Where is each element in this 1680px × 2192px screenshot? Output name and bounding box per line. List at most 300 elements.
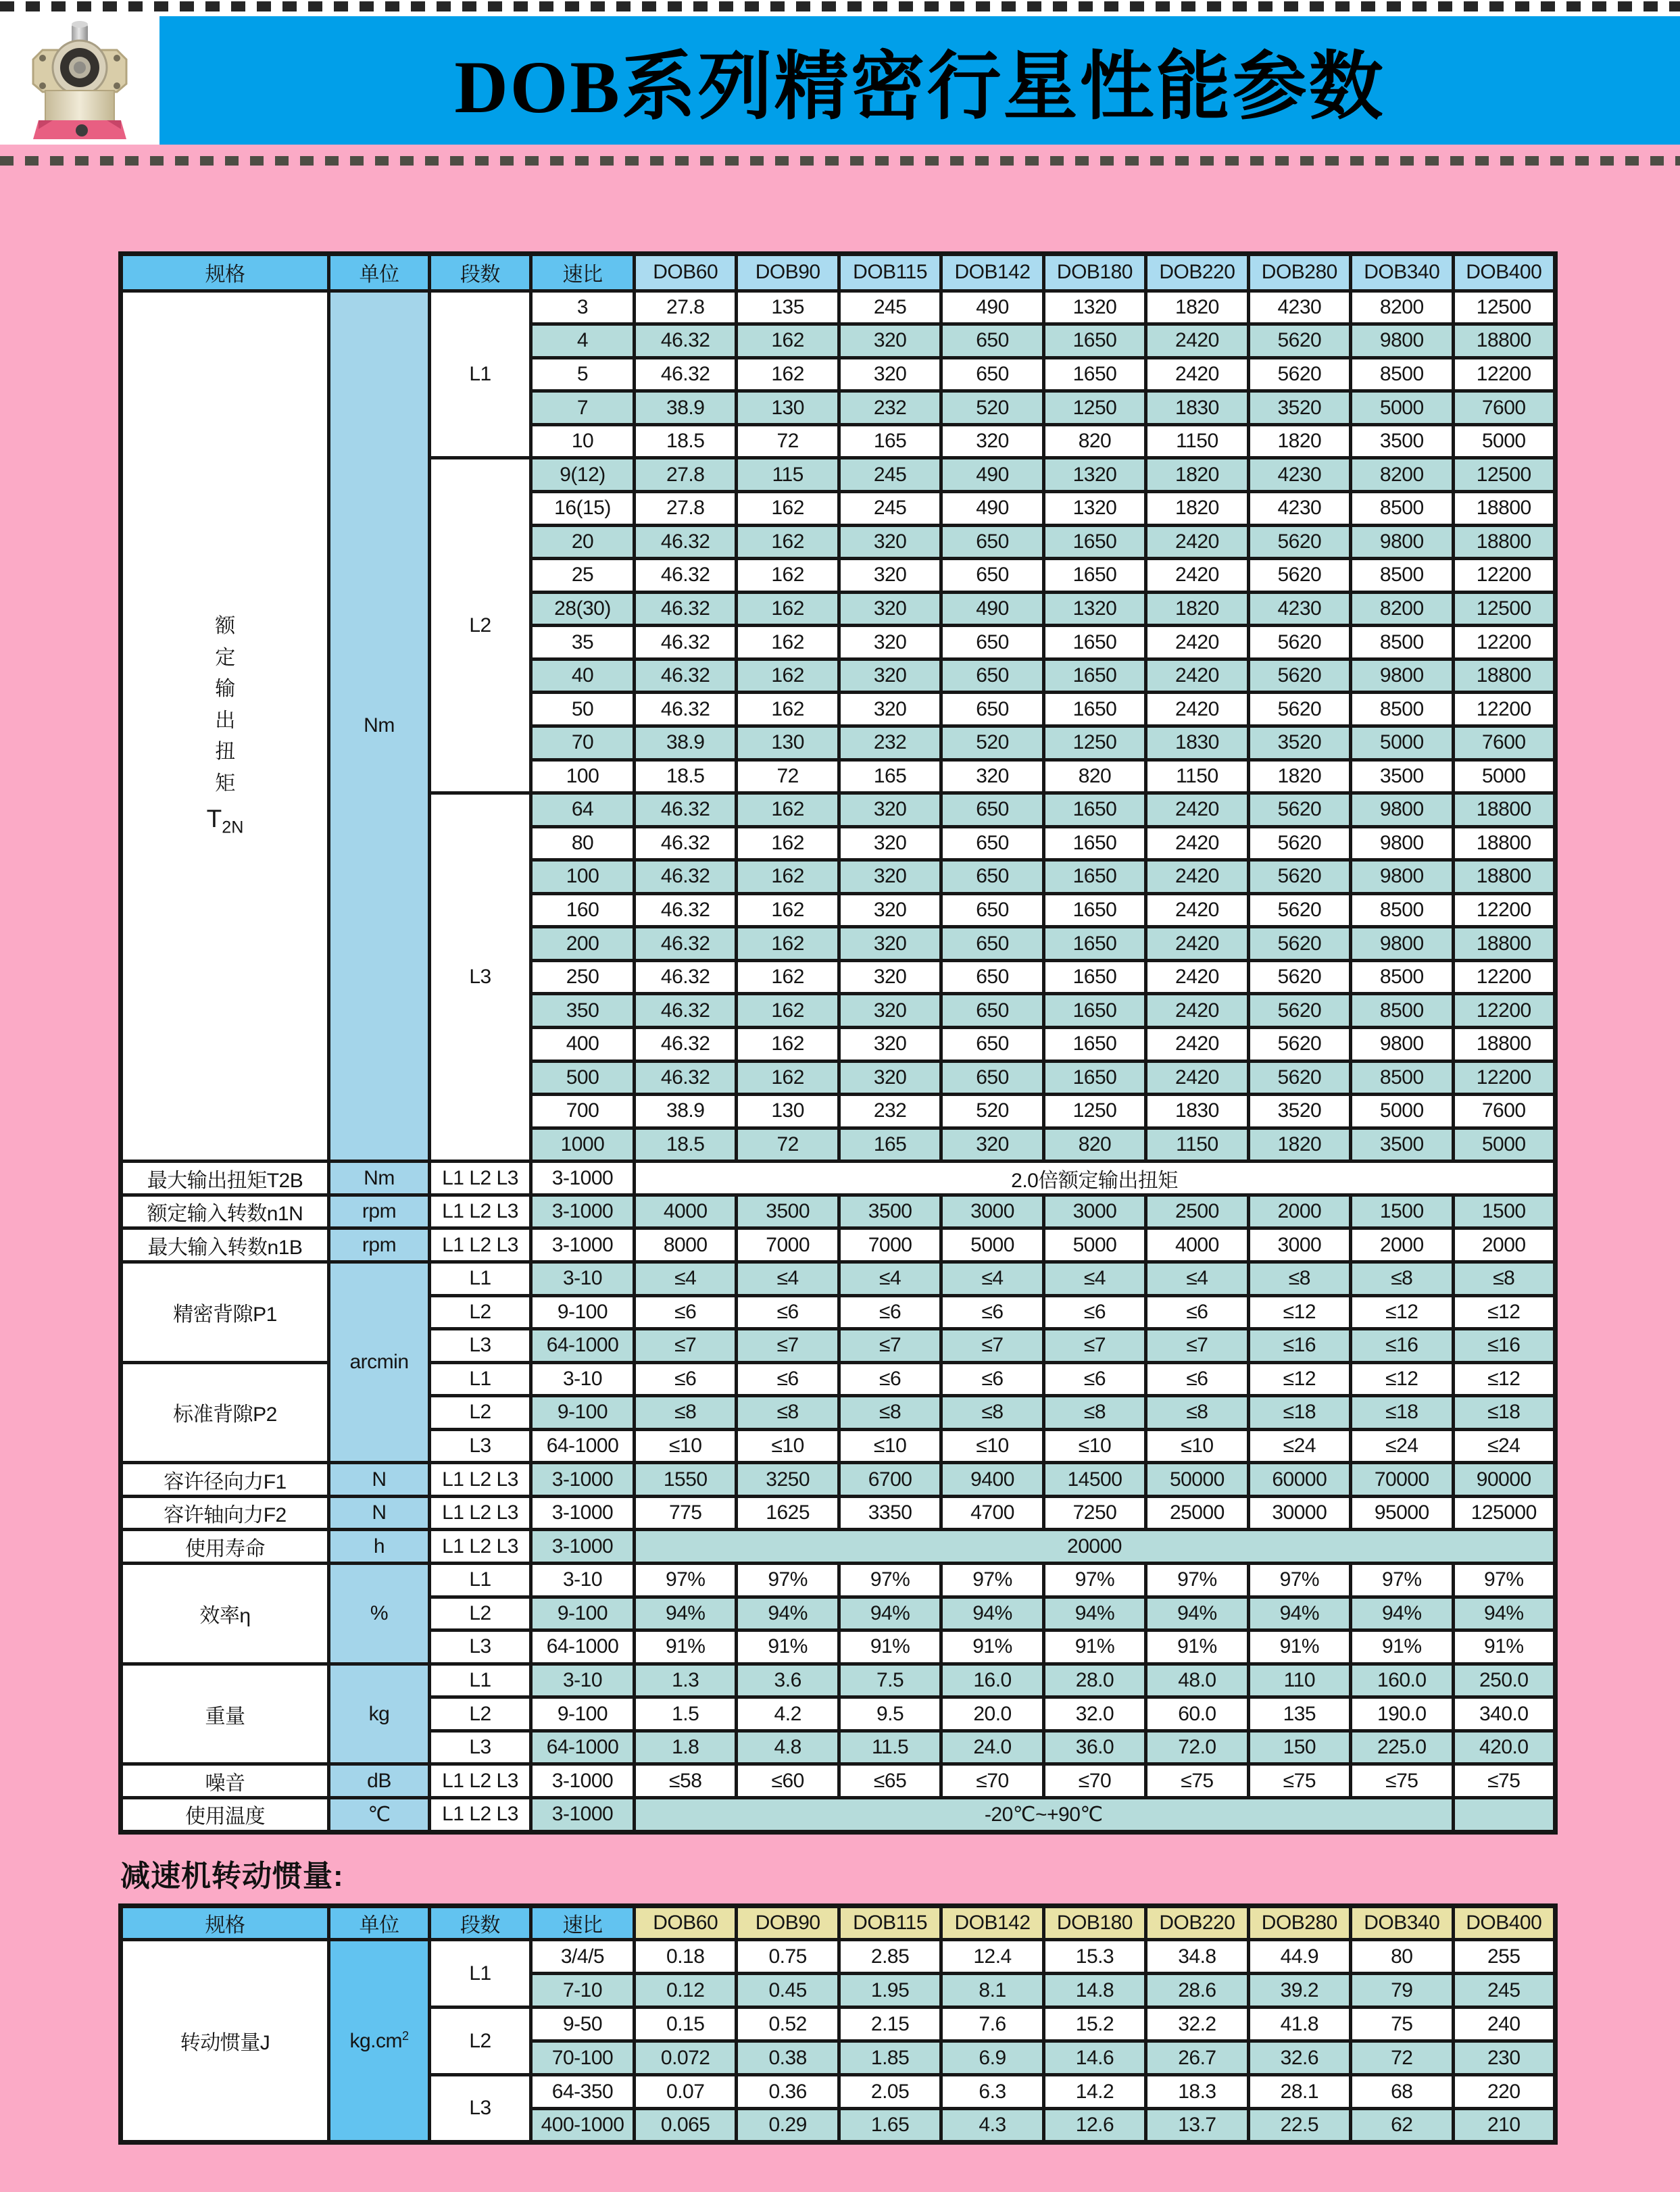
- value-cell: 2.05: [839, 2075, 941, 2109]
- value-cell: 26.7: [1146, 2041, 1248, 2075]
- value-cell: 12200: [1453, 893, 1556, 927]
- value-cell: 245: [839, 492, 941, 526]
- value-cell: ≤6: [1146, 1362, 1248, 1396]
- value-cell: 1650: [1043, 626, 1145, 659]
- table-row: [121, 1530, 1556, 1564]
- value-cell: ≤60: [737, 1764, 839, 1798]
- stage-cell: L1: [430, 1564, 531, 1597]
- value-cell: 165: [839, 759, 941, 793]
- value-cell: 2420: [1146, 960, 1248, 994]
- col-header-model: DOB400: [1453, 254, 1556, 291]
- value-cell: ≤75: [1453, 1764, 1556, 1798]
- value-cell: ≤6: [737, 1295, 839, 1329]
- value-cell: 4000: [1146, 1228, 1248, 1262]
- ratio-cell: 40: [531, 659, 635, 693]
- value-cell: 520: [941, 391, 1043, 425]
- ratio-cell: 3-1000: [531, 1195, 635, 1228]
- value-cell: 2420: [1146, 693, 1248, 726]
- value-cell: ≤4: [941, 1262, 1043, 1295]
- value-cell: ≤12: [1351, 1295, 1453, 1329]
- value-cell: ≤24: [1248, 1429, 1350, 1463]
- value-cell: 320: [839, 592, 941, 626]
- value-cell: 320: [839, 693, 941, 726]
- value-cell: 240: [1453, 2008, 1556, 2041]
- value-cell: 115: [737, 458, 839, 492]
- value-cell: 12500: [1453, 458, 1556, 492]
- value-cell: 5620: [1248, 693, 1350, 726]
- value-cell: 60.0: [1146, 1697, 1248, 1731]
- ratio-cell: 64-1000: [531, 1329, 635, 1363]
- value-cell: ≤7: [737, 1329, 839, 1363]
- value-cell: 94%: [1351, 1597, 1453, 1630]
- value-cell: 3520: [1248, 391, 1350, 425]
- value-cell: 32.6: [1248, 2041, 1350, 2075]
- value-cell: 2420: [1146, 659, 1248, 693]
- value-cell: 5000: [1351, 726, 1453, 759]
- value-cell: 94%: [1043, 1597, 1145, 1630]
- value-cell: 3350: [839, 1496, 941, 1530]
- value-cell: 0.45: [737, 1974, 839, 2008]
- value-cell: 32.2: [1146, 2008, 1248, 2041]
- value-cell: 8500: [1351, 893, 1453, 927]
- table-row: [121, 1664, 1556, 1697]
- ratio-cell: 9-100: [531, 1396, 635, 1430]
- col-header-model: DOB60: [635, 254, 737, 291]
- value-cell: 94%: [839, 1597, 941, 1630]
- value-cell: 250.0: [1453, 1664, 1556, 1697]
- spec-label: 精密背隙P1: [121, 1262, 329, 1362]
- value-cell: 46.32: [635, 592, 737, 626]
- value-cell: 5620: [1248, 994, 1350, 1028]
- unit-cell: N: [329, 1496, 430, 1530]
- inertia-section-title: 减速机转动惯量:: [120, 1860, 344, 1893]
- value-cell: 8500: [1351, 492, 1453, 526]
- value-cell: 14.6: [1043, 2041, 1145, 2075]
- ratio-cell: 3-1000: [531, 1463, 635, 1497]
- value-cell: 1650: [1043, 793, 1145, 827]
- value-cell: 320: [839, 893, 941, 927]
- value-cell: 94%: [737, 1597, 839, 1630]
- value-cell: 5620: [1248, 793, 1350, 827]
- value-cell: 72: [737, 424, 839, 458]
- value-cell: 5620: [1248, 626, 1350, 659]
- value-cell: 12200: [1453, 994, 1556, 1028]
- value-cell: 130: [737, 726, 839, 759]
- value-cell: 18800: [1453, 860, 1556, 894]
- value-cell: ≤24: [1453, 1429, 1556, 1463]
- value-cell: 30000: [1248, 1496, 1350, 1530]
- ratio-cell: 350: [531, 994, 635, 1028]
- value-cell: 130: [737, 391, 839, 425]
- value-cell: 1650: [1043, 357, 1145, 391]
- value-cell: 1650: [1043, 693, 1145, 726]
- value-cell: 46.32: [635, 559, 737, 593]
- value-cell: 18800: [1453, 659, 1556, 693]
- value-cell: 46.32: [635, 927, 737, 961]
- value-cell: 27.8: [635, 458, 737, 492]
- value-cell: 320: [839, 994, 941, 1028]
- value-cell: 4230: [1248, 291, 1350, 324]
- stage-cell: L1: [430, 1362, 531, 1396]
- merged-value-cell: 20000: [635, 1530, 1556, 1564]
- unit-cell: rpm: [329, 1195, 430, 1228]
- stage-cell: L3: [430, 1329, 531, 1363]
- value-cell: 490: [941, 458, 1043, 492]
- value-cell: 2.85: [839, 1940, 941, 1974]
- table-row: [121, 1496, 1556, 1530]
- value-cell: 7600: [1453, 726, 1556, 759]
- value-cell: 3500: [1351, 759, 1453, 793]
- value-cell: 8500: [1351, 693, 1453, 726]
- value-cell: 1150: [1146, 759, 1248, 793]
- col-header-model: DOB180: [1043, 254, 1145, 291]
- value-cell: ≤7: [1146, 1329, 1248, 1363]
- value-cell: 490: [941, 592, 1043, 626]
- value-cell: 12200: [1453, 559, 1556, 593]
- value-cell: 68: [1351, 2075, 1453, 2109]
- value-cell: 5000: [1453, 1128, 1556, 1162]
- ratio-cell: 9-50: [531, 2008, 635, 2041]
- value-cell: 0.07: [635, 2075, 737, 2109]
- value-cell: 1.65: [839, 2109, 941, 2143]
- value-cell: 91%: [1043, 1630, 1145, 1664]
- value-cell: 50000: [1146, 1463, 1248, 1497]
- value-cell: 9400: [941, 1463, 1043, 1497]
- value-cell: 650: [941, 626, 1043, 659]
- value-cell: 420.0: [1453, 1730, 1556, 1764]
- ratio-cell: 3-1000: [531, 1764, 635, 1798]
- value-cell: 97%: [839, 1564, 941, 1597]
- value-cell: 135: [1248, 1697, 1350, 1731]
- value-cell: 162: [737, 793, 839, 827]
- gearbox-photo-icon: [7, 19, 151, 142]
- value-cell: 520: [941, 1095, 1043, 1128]
- value-cell: 1250: [1043, 726, 1145, 759]
- value-cell: 320: [839, 525, 941, 559]
- unit-cell: h: [329, 1530, 430, 1564]
- value-cell: 36.0: [1043, 1730, 1145, 1764]
- value-cell: 8500: [1351, 559, 1453, 593]
- value-cell: 1650: [1043, 826, 1145, 860]
- value-cell: 8200: [1351, 291, 1453, 324]
- table-row: [121, 1764, 1556, 1798]
- value-cell: 150: [1248, 1730, 1350, 1764]
- value-cell: 1830: [1146, 1095, 1248, 1128]
- value-cell: ≤70: [1043, 1764, 1145, 1798]
- value-cell: ≤7: [941, 1329, 1043, 1363]
- value-cell: 18800: [1453, 826, 1556, 860]
- col-header-stages: 段数: [430, 254, 531, 291]
- value-cell: 320: [839, 826, 941, 860]
- value-cell: 8000: [635, 1228, 737, 1262]
- value-cell: 3500: [1351, 1128, 1453, 1162]
- value-cell: ≤6: [635, 1362, 737, 1396]
- ratio-cell: 20: [531, 525, 635, 559]
- value-cell: 1320: [1043, 492, 1145, 526]
- value-cell: 0.75: [737, 1940, 839, 1974]
- value-cell: 46.32: [635, 994, 737, 1028]
- merged-value-cell: -20℃~+90℃: [635, 1797, 1454, 1832]
- value-cell: ≤10: [839, 1429, 941, 1463]
- value-cell: 320: [839, 927, 941, 961]
- value-cell: ≤12: [1248, 1295, 1350, 1329]
- stage-cell: L3: [430, 793, 531, 1162]
- value-cell: ≤24: [1351, 1429, 1453, 1463]
- stage-cell: L2: [430, 1697, 531, 1731]
- value-cell: 25000: [1146, 1496, 1248, 1530]
- unit-cell: Nm: [329, 1162, 430, 1195]
- value-cell: 8500: [1351, 960, 1453, 994]
- value-cell: 2420: [1146, 994, 1248, 1028]
- spec-label: 重量: [121, 1664, 329, 1764]
- value-cell: 1820: [1248, 759, 1350, 793]
- value-cell: 48.0: [1146, 1664, 1248, 1697]
- value-cell: 1150: [1146, 1128, 1248, 1162]
- value-cell: 6.9: [941, 2041, 1043, 2075]
- value-cell: 320: [839, 793, 941, 827]
- value-cell: 8.1: [941, 1974, 1043, 2008]
- table-row: [121, 1906, 1556, 1940]
- value-cell: 2000: [1248, 1195, 1350, 1228]
- value-cell: 2420: [1146, 1061, 1248, 1095]
- col-header-model: DOB90: [737, 254, 839, 291]
- value-cell: ≤8: [635, 1396, 737, 1430]
- stage-cell: L3: [430, 2075, 531, 2143]
- value-cell: ≤12: [1351, 1362, 1453, 1396]
- value-cell: 650: [941, 960, 1043, 994]
- value-cell: 24.0: [941, 1730, 1043, 1764]
- ratio-cell: 3/4/5: [531, 1940, 635, 1974]
- value-cell: 225.0: [1351, 1730, 1453, 1764]
- value-cell: 2420: [1146, 1028, 1248, 1062]
- value-cell: 650: [941, 693, 1043, 726]
- value-cell: 97%: [941, 1564, 1043, 1597]
- value-cell: 3500: [1351, 424, 1453, 458]
- value-cell: 18800: [1453, 1028, 1556, 1062]
- value-cell: 72: [737, 1128, 839, 1162]
- value-cell: 0.15: [635, 2008, 737, 2041]
- value-cell: 18.5: [635, 424, 737, 458]
- value-cell: 650: [941, 559, 1043, 593]
- value-cell: 320: [839, 860, 941, 894]
- value-cell: 22.5: [1248, 2109, 1350, 2143]
- value-cell: 320: [839, 559, 941, 593]
- value-cell: 9.5: [839, 1697, 941, 1731]
- value-cell: 7000: [839, 1228, 941, 1262]
- col-header-model: DOB340: [1351, 1906, 1453, 1940]
- stage-cell: L3: [430, 1429, 531, 1463]
- value-cell: ≤65: [839, 1764, 941, 1798]
- value-cell: 62: [1351, 2109, 1453, 2143]
- value-cell: 7600: [1453, 391, 1556, 425]
- ratio-cell: 3: [531, 291, 635, 324]
- value-cell: 14.2: [1043, 2075, 1145, 2109]
- unit-cell: N: [329, 1463, 430, 1497]
- value-cell: 28.0: [1043, 1664, 1145, 1697]
- value-cell: 20.0: [941, 1697, 1043, 1731]
- value-cell: 0.065: [635, 2109, 737, 2143]
- value-cell: ≤7: [1043, 1329, 1145, 1363]
- ratio-cell: 3-1000: [531, 1228, 635, 1262]
- value-cell: 46.32: [635, 659, 737, 693]
- value-cell: 162: [737, 927, 839, 961]
- value-cell: 0.38: [737, 2041, 839, 2075]
- col-header-spec: 规格: [121, 1906, 329, 1940]
- value-cell: ≤4: [737, 1262, 839, 1295]
- col-header-unit: 单位: [329, 1906, 430, 1940]
- value-cell: 8200: [1351, 592, 1453, 626]
- value-cell: 650: [941, 927, 1043, 961]
- value-cell: 5620: [1248, 1028, 1350, 1062]
- value-cell: ≤16: [1351, 1329, 1453, 1363]
- value-cell: 1.3: [635, 1664, 737, 1697]
- value-cell: 12.4: [941, 1940, 1043, 1974]
- value-cell: 5000: [1351, 1095, 1453, 1128]
- ratio-cell: 16(15): [531, 492, 635, 526]
- col-header-spec: 规格: [121, 254, 329, 291]
- value-cell: 650: [941, 893, 1043, 927]
- value-cell: 162: [737, 994, 839, 1028]
- value-cell: 3.6: [737, 1664, 839, 1697]
- value-cell: 5620: [1248, 1061, 1350, 1095]
- value-cell: 340.0: [1453, 1697, 1556, 1731]
- value-cell: 28.1: [1248, 2075, 1350, 2109]
- value-cell: 1320: [1043, 592, 1145, 626]
- value-cell: 1820: [1248, 424, 1350, 458]
- ratio-cell: 400: [531, 1028, 635, 1062]
- value-cell: 9800: [1351, 793, 1453, 827]
- value-cell: ≤18: [1453, 1396, 1556, 1430]
- value-cell: 320: [839, 357, 941, 391]
- value-cell: 3500: [737, 1195, 839, 1228]
- col-header-model: DOB280: [1248, 254, 1350, 291]
- value-cell: 4.8: [737, 1730, 839, 1764]
- value-cell: 2420: [1146, 559, 1248, 593]
- value-cell: 162: [737, 357, 839, 391]
- ratio-cell: 3-10: [531, 1564, 635, 1597]
- unit-cell: $kg.cm^2$: [329, 1940, 430, 2143]
- value-cell: 94%: [941, 1597, 1043, 1630]
- value-cell: 1650: [1043, 1061, 1145, 1095]
- value-cell: 1820: [1146, 458, 1248, 492]
- value-cell: 650: [941, 1028, 1043, 1062]
- value-cell: 0.12: [635, 1974, 737, 2008]
- value-cell: ≤58: [635, 1764, 737, 1798]
- ratio-cell: 64: [531, 793, 635, 827]
- col-header-model: DOB142: [941, 254, 1043, 291]
- value-cell: 27.8: [635, 291, 737, 324]
- value-cell: 2420: [1146, 826, 1248, 860]
- value-cell: 162: [737, 960, 839, 994]
- value-cell: 14.8: [1043, 1974, 1145, 2008]
- value-cell: ≤8: [1146, 1396, 1248, 1430]
- value-cell: 1650: [1043, 1028, 1145, 1062]
- value-cell: 232: [839, 391, 941, 425]
- spec-label: 额定输入转数n1N: [121, 1195, 329, 1228]
- value-cell: 72: [1351, 2041, 1453, 2075]
- value-cell: ≤70: [941, 1764, 1043, 1798]
- ratio-cell: 64-1000: [531, 1630, 635, 1664]
- ratio-cell: 10: [531, 424, 635, 458]
- value-cell: ≤16: [1453, 1329, 1556, 1363]
- value-cell: ≤10: [1043, 1429, 1145, 1463]
- value-cell: 320: [839, 659, 941, 693]
- page-title: DOB系列精密行星性能参数: [454, 46, 1385, 128]
- ratio-cell: 100: [531, 860, 635, 894]
- spec-label: 使用寿命: [121, 1530, 329, 1564]
- value-cell: ≤8: [839, 1396, 941, 1430]
- value-cell: 1830: [1146, 726, 1248, 759]
- value-cell: ≤8: [1351, 1262, 1453, 1295]
- value-cell: 245: [1453, 1974, 1556, 2008]
- value-cell: ≤6: [941, 1362, 1043, 1396]
- value-cell: ≤7: [635, 1329, 737, 1363]
- ratio-cell: 400-1000: [531, 2109, 635, 2143]
- value-cell: 5620: [1248, 960, 1350, 994]
- value-cell: 2420: [1146, 626, 1248, 659]
- value-cell: 27.8: [635, 492, 737, 526]
- stage-cell: L1: [430, 291, 531, 458]
- col-header-model: DOB220: [1146, 254, 1248, 291]
- value-cell: 12200: [1453, 626, 1556, 659]
- value-cell: 0.52: [737, 2008, 839, 2041]
- value-cell: 162: [737, 492, 839, 526]
- value-cell: 490: [941, 492, 1043, 526]
- value-cell: 4.3: [941, 2109, 1043, 2143]
- ratio-cell: 500: [531, 1061, 635, 1095]
- value-cell: 2500: [1146, 1195, 1248, 1228]
- spec-label: 容许轴向力F2: [121, 1496, 329, 1530]
- value-cell: 97%: [1146, 1564, 1248, 1597]
- stage-cell: L1 L2 L3: [430, 1195, 531, 1228]
- value-cell: 12200: [1453, 1061, 1556, 1095]
- value-cell: 650: [941, 793, 1043, 827]
- value-cell: 1320: [1043, 291, 1145, 324]
- value-cell: 94%: [1146, 1597, 1248, 1630]
- value-cell: 46.32: [635, 893, 737, 927]
- value-cell: 1500: [1351, 1195, 1453, 1228]
- value-cell: 1650: [1043, 893, 1145, 927]
- value-cell: 14500: [1043, 1463, 1145, 1497]
- value-cell: 820: [1043, 1128, 1145, 1162]
- value-cell: 18800: [1453, 492, 1556, 526]
- value-cell: 1.95: [839, 1974, 941, 2008]
- value-cell: 2420: [1146, 893, 1248, 927]
- value-cell: 2000: [1453, 1228, 1556, 1262]
- value-cell: 490: [941, 291, 1043, 324]
- value-cell: 1650: [1043, 927, 1145, 961]
- value-cell: 94%: [635, 1597, 737, 1630]
- value-cell: 220: [1453, 2075, 1556, 2109]
- value-cell: ≤6: [839, 1295, 941, 1329]
- value-cell: 2.15: [839, 2008, 941, 2041]
- value-cell: 520: [941, 726, 1043, 759]
- value-cell: 5000: [1043, 1228, 1145, 1262]
- value-cell: 2000: [1351, 1228, 1453, 1262]
- value-cell: 1.85: [839, 2041, 941, 2075]
- merged-value-cell: 2.0倍额定输出扭矩: [635, 1162, 1556, 1195]
- value-cell: 650: [941, 1061, 1043, 1095]
- table-row: [121, 1797, 1556, 1832]
- value-cell: 9800: [1351, 1028, 1453, 1062]
- value-cell: 9800: [1351, 826, 1453, 860]
- spec-label: 转动惯量J: [121, 1940, 329, 2143]
- ratio-cell: 70: [531, 726, 635, 759]
- value-cell: 8200: [1351, 458, 1453, 492]
- value-cell: 3250: [737, 1463, 839, 1497]
- stage-cell: L1 L2 L3: [430, 1530, 531, 1564]
- value-cell: 18800: [1453, 324, 1556, 358]
